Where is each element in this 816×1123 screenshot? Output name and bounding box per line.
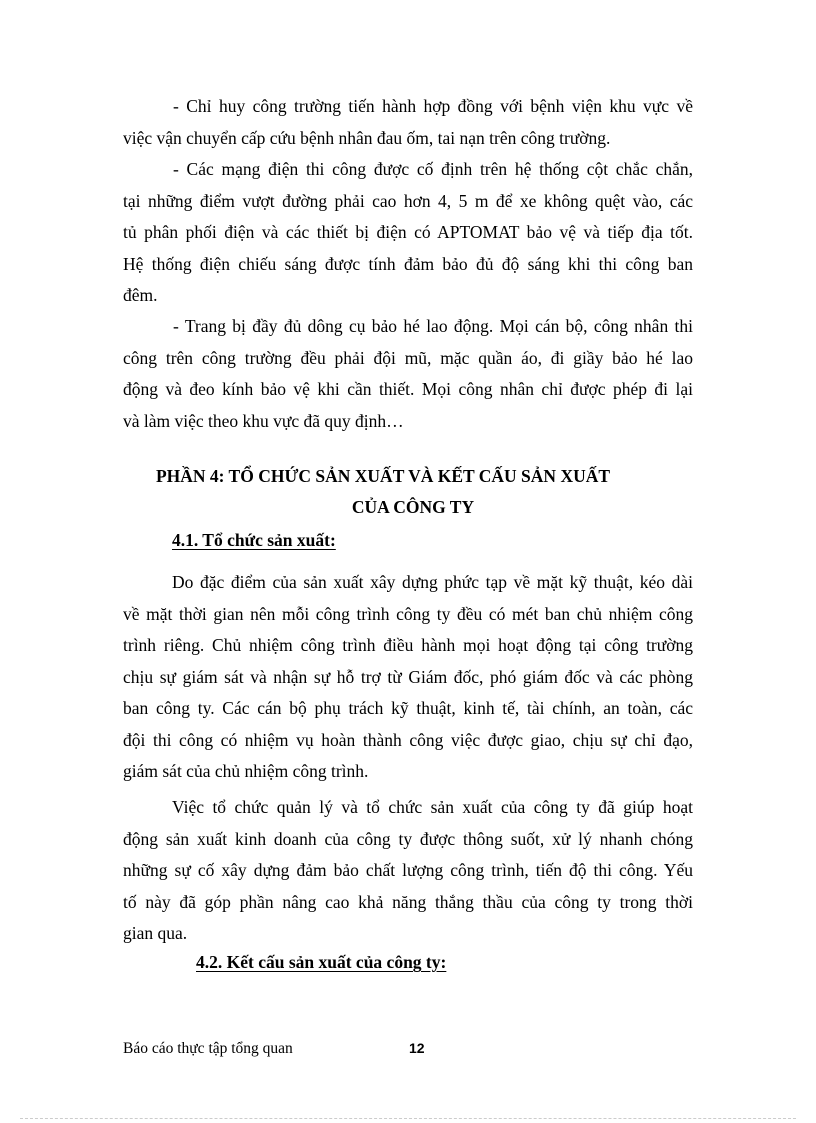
text-line: tủ phân phối điện và các thiết bị điện có APTOMAT bảo vệ và tiếp địa tốt. [123, 222, 693, 242]
text-line: về mặt thời gian nên mỗi công trình công ty đều có mét ban chủ nhiệm công [123, 603, 693, 624]
page-number: 12 [409, 1040, 425, 1056]
text-line: - Các mạng điện thi công được cố định trên hệ thống cột chắc chắn, [173, 159, 693, 179]
text-line: chịu sự giám sát và nhận sự hỗ trợ từ Giám đốc, phó giám đốc và các phòng [123, 666, 693, 687]
text-line: gian qua. [123, 923, 188, 943]
text-line: ban công ty. Các cán bộ phụ trách kỹ thuật, kinh tế, tài chính, an toàn, các [123, 698, 693, 718]
text-line: công trên công trường đều phải đội mũ, mặc quần áo, đi giầy bảo hé lao [123, 347, 693, 368]
text-line: tại những điểm vượt đường phải cao hơn 4, 5 m để xe không quệt vào, các [123, 190, 693, 211]
text-line: đêm. [123, 285, 158, 305]
section-title-continued: CỦA CÔNG TY [351, 497, 475, 517]
text-line: những sự cố xây dựng đảm bảo chất lượng công trình, tiến độ thi công. Yếu [123, 860, 693, 880]
text-line: đội thi công có nhiệm vụ hoàn thành công việc được giao, chịu sự chỉ đạo, [123, 729, 693, 750]
text-line: việc vận chuyển cấp cứu bệnh nhân đau ốm, tai nạn trên công trường. [123, 127, 611, 148]
text-line: - Trang bị đầy đủ dông cụ bảo hé lao động. Mọi cán bộ, công nhân thi [173, 316, 693, 336]
paragraph-medical [123, 91, 693, 154]
paragraph-management [123, 792, 693, 950]
text-line: động và đeo kính bảo vệ khi cần thiết. Mọi công nhân chỉ được phép đi lại [123, 379, 693, 399]
text-line: giám sát của chủ nhiệm công trình. [123, 761, 369, 781]
text-line: - Chỉ huy công trường tiến hành hợp đồng với bệnh viện khu vực về [173, 96, 693, 116]
text-line: trình riêng. Chủ nhiệm công trình điều hành mọi hoạt động tại công trường [123, 635, 693, 655]
section-title: PHẦN 4: TỔ CHỨC SẢN XUẤT VÀ KẾT CẤU SẢN XUẤT [155, 466, 611, 486]
paragraph-safety-equipment [123, 311, 693, 437]
paragraph-electric [123, 154, 693, 312]
text-line: tố này đã góp phần nâng cao khả năng thắng thầu của công ty trong thời [123, 891, 693, 912]
subheading-4-2: 4.2. Kết cấu sản xuất của công ty: [196, 952, 447, 972]
text-line: Hệ thống điện chiếu sáng được tính đảm bảo đủ độ sáng khi thi công ban [123, 253, 693, 274]
text-line: Do đặc điểm của sản xuất xây dựng phức tạp về mặt kỹ thuật, kéo dài [172, 572, 693, 592]
text-line: và làm việc theo khu vực đã quy định… [123, 410, 404, 431]
subheading-4-1: 4.1. Tổ chức sản xuất: [172, 530, 336, 550]
text-line: động sản xuất kinh doanh của công ty được thông suốt, xử lý nhanh chóng [123, 828, 693, 849]
footer-title: Báo cáo thực tập tổng quan [123, 1040, 293, 1057]
text-line: Việc tổ chức quản lý và tổ chức sản xuất của công ty đã giúp hoạt [172, 797, 693, 817]
page-bottom-rule [20, 1118, 796, 1119]
paragraph-production-org [123, 567, 693, 788]
